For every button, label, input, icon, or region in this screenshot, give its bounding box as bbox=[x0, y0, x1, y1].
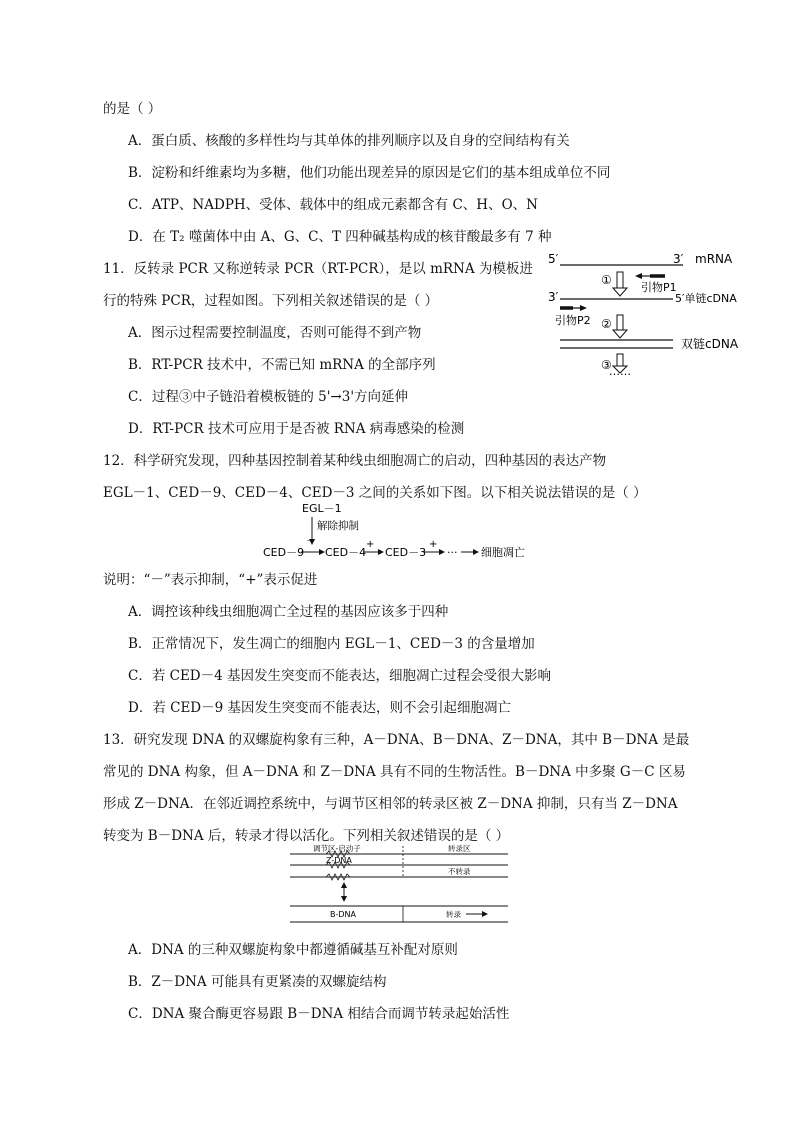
down-arrow-head-icon bbox=[613, 288, 627, 296]
arrow-head-icon bbox=[482, 911, 488, 917]
ds-cdna-label: 双链cDNA bbox=[681, 337, 739, 351]
option-b: B．淀粉和纤维素均为多糖，他们功能出现差异的原因是它们的基本组成单位不同 bbox=[128, 165, 611, 181]
b-dna-label: B-DNA bbox=[330, 910, 356, 919]
release-label: 解除抑制 bbox=[317, 520, 359, 532]
option-a: A．调控该种线虫细胞凋亡全过程的基因应该多于四种 bbox=[128, 604, 449, 620]
option-b: B．Z－DNA 可能具有更紧凑的双螺旋结构 bbox=[128, 974, 387, 990]
option-a: A．蛋白质、核酸的多样性均与其单体的排列顺序以及自身的空间结构有关 bbox=[128, 133, 570, 149]
regulatory-region-label: 调节区-启动子 bbox=[313, 844, 361, 853]
down-arrow-icon bbox=[617, 272, 623, 288]
option-d: D．RT-PCR 技术可应用于是否被 RNA 病毒感染的检测 bbox=[128, 421, 465, 437]
question-13-stem: 13．研究发现 DNA 的双螺旋构象有三种，A－DNA、B－DNA、Z－DNA，其中 B－DNA 是最 bbox=[103, 732, 690, 748]
rt-pcr-figure bbox=[545, 250, 760, 375]
ss-cdna-label: 5′单链cDNA bbox=[675, 292, 737, 305]
dna-regulation-figure bbox=[288, 842, 510, 924]
option-a: A．DNA 的三种双螺旋构象中都遵循碱基互补配对原则 bbox=[128, 942, 458, 958]
minus-sign: － bbox=[306, 536, 316, 547]
option-c: C．过程③中子链沿着模板链的 5'→3'方向延伸 bbox=[128, 389, 409, 405]
z-dna-label: Z-DNA bbox=[326, 856, 352, 865]
option-b: B．RT-PCR 技术中，不需已知 mRNA 的全部序列 bbox=[128, 357, 436, 373]
question-13-stem-cont: 转变为 B－DNA 后，转录才得以活化。下列相关叙述错误的是（ ） bbox=[103, 828, 510, 844]
down-arrow-icon bbox=[617, 315, 623, 330]
up-arrow-icon bbox=[341, 882, 347, 888]
ced9-label: CED－9 bbox=[263, 546, 305, 559]
option-c: C．DNA 聚合酶更容易跟 B－DNA 相结合而调节转录起始活性 bbox=[128, 1006, 510, 1022]
figure-note: 说明：“－”表示抑制，“+”表示促进 bbox=[103, 572, 318, 588]
question-13-stem-cont: 常见的 DNA 构象，但 A－DNA 和 Z－DNA 具有不同的生物活性。B－DNA 中多聚 G－C 区易 bbox=[103, 764, 686, 780]
ced3-label: CED－3 bbox=[385, 546, 427, 559]
primer-p2-label: 引物P2 bbox=[555, 314, 591, 327]
arrow-head-icon bbox=[439, 549, 445, 555]
down-arrow-head-icon bbox=[613, 330, 627, 338]
step-2-label: ② bbox=[601, 317, 612, 331]
five-prime-label: 5′ bbox=[548, 252, 559, 266]
step-1-label: ① bbox=[601, 273, 612, 287]
arrow-head-icon bbox=[378, 549, 384, 555]
ellipsis: ··· bbox=[447, 546, 458, 559]
question-11-stem-cont: 行的特殊 PCR，过程如图。下列相关叙述错误的是（ ） bbox=[103, 293, 439, 309]
option-c: C．ATP、NADPH、受体、载体中的组成元素都含有 C、H、O、N bbox=[128, 197, 538, 213]
mrna-label: mRNA bbox=[695, 252, 733, 266]
question-11-stem: 11．反转录 PCR 又称逆转录 PCR（RT-PCR），是以 mRNA 为模板进 bbox=[103, 261, 533, 277]
question-12-stem-cont: EGL－1、CED－9、CED－4、CED－3 之间的关系如下图。以下相关说法错误的是（ ） bbox=[103, 485, 647, 501]
option-b: B．正常情况下，发生凋亡的细胞内 EGL－1、CED－3 的含量增加 bbox=[128, 636, 535, 652]
ced4-label: CED－4 bbox=[325, 546, 367, 559]
step-3-label: ③ bbox=[601, 358, 612, 372]
arrow-head-icon bbox=[635, 273, 642, 279]
option-c: C．若 CED－4 基因发生突变而不能表达，细胞凋亡过程会受很大影响 bbox=[128, 668, 552, 684]
primer-p1-label: 引物P1 bbox=[641, 281, 677, 294]
option-d: D．若 CED－9 基因发生突变而不能表达，则不会引起细胞凋亡 bbox=[128, 700, 512, 716]
text-line: 的是（ ） bbox=[103, 101, 162, 117]
question-12-stem: 12．科学研究发现，四种基因控制着某种线虫细胞凋亡的启动，四种基因的表达产物 bbox=[103, 453, 607, 469]
transcription-label: 转录 bbox=[446, 910, 461, 919]
continuation-dots: …… bbox=[609, 365, 631, 375]
no-transcription-label: 不转录 bbox=[448, 867, 471, 876]
three-prime-label: 3′ bbox=[673, 252, 684, 266]
plus-sign: + bbox=[429, 539, 438, 550]
ced-pathway-figure bbox=[255, 500, 555, 562]
option-a: A．图示过程需要控制温度，否则可能得不到产物 bbox=[128, 325, 422, 341]
apoptosis-label: 细胞凋亡 bbox=[481, 546, 525, 559]
down-arrow-icon bbox=[341, 896, 347, 902]
question-13-stem-cont: 形成 Z－DNA．在邻近调控系统中，与调节区相邻的转录区被 Z－DNA 抑制，只有当 Z－DNA bbox=[103, 796, 678, 812]
transcription-region-label: 转录区 bbox=[448, 844, 471, 853]
egl-label: EGL－1 bbox=[302, 502, 342, 515]
option-d: D．在 T₂ 噬菌体中由 A、G、C、T 四种碱基构成的核苷酸最多有 7 种 bbox=[128, 229, 552, 245]
arrow-head-icon bbox=[580, 305, 587, 311]
arrow-head-icon bbox=[473, 549, 479, 555]
three-prime-label-b: 3′ bbox=[548, 290, 559, 304]
plus-sign: + bbox=[366, 539, 375, 550]
